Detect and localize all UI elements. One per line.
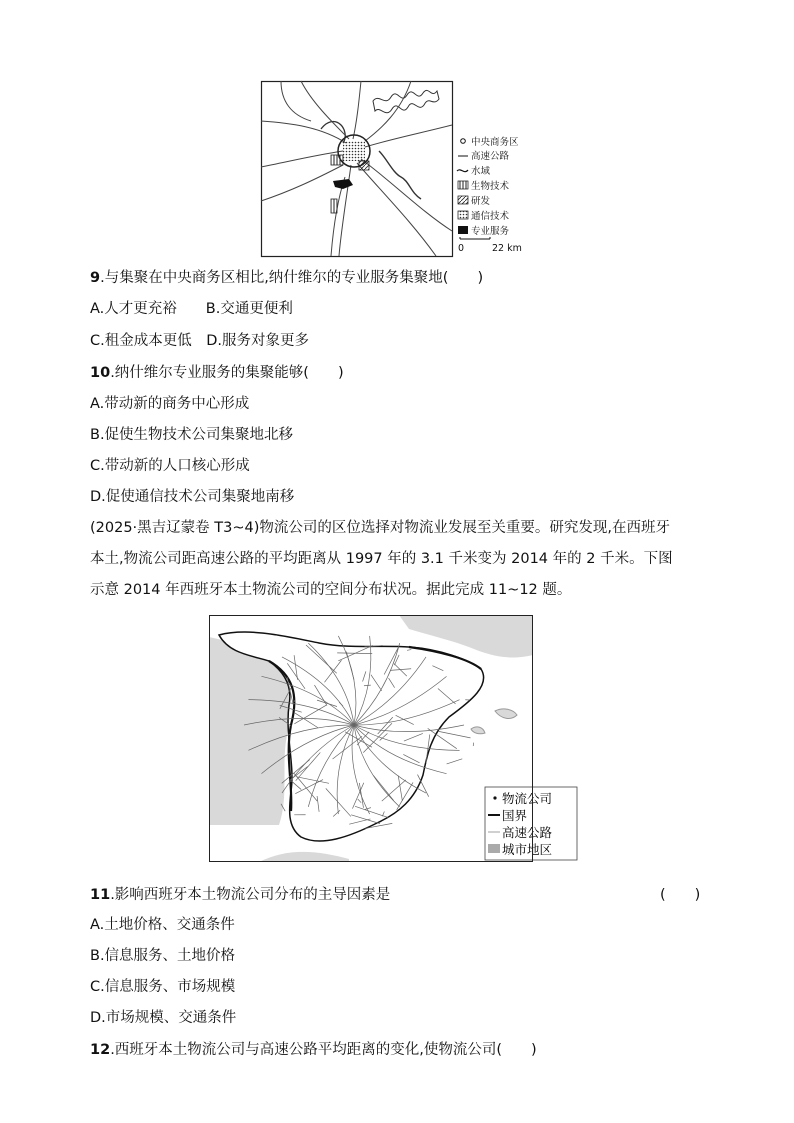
legend-label: 专业服务: [471, 226, 510, 237]
scale-end: 22 km: [492, 243, 522, 254]
legend-label: 高速公路: [471, 151, 510, 162]
q11-option-d: D.市场规模、交通条件: [90, 1010, 237, 1026]
legend-label: 物流公司: [502, 791, 553, 806]
question-text: .纳什维尔专业服务的集聚能够( ): [110, 365, 344, 381]
scale-start: 0: [458, 243, 465, 254]
question-11-stem: [90, 885, 704, 905]
question-number: 12: [90, 1042, 111, 1058]
legend-label: 国界: [502, 808, 528, 823]
question-number: 9: [90, 270, 101, 286]
intro-line-2: 本土,物流公司距高速公路的平均距离从 1997 年的 3.1 千米变为 2014 年的 2 千米。下图: [90, 551, 673, 567]
intro-line-3: 示意 2014 年西班牙本土物流公司的空间分布状况。据此完成 11~12 题。: [90, 582, 572, 598]
q10-option-a: A.带动新的商务中心形成: [90, 396, 250, 412]
question-text: .与集聚在中央商务区相比,纳什维尔的专业服务集聚地( ): [100, 270, 484, 286]
q10-option-b: B.促使生物技术公司集聚地北移: [90, 427, 294, 443]
question-number: 10: [90, 365, 111, 381]
question-10-stem: [90, 363, 344, 383]
nashville-map-figure: [261, 81, 531, 257]
q11-option-b: B.信息服务、土地价格: [90, 948, 236, 964]
q10-option-d: D.促使通信技术公司集聚地南移: [90, 489, 295, 505]
legend-label: 通信技术: [471, 211, 510, 222]
legend-label: 研发: [471, 196, 491, 207]
answer-paren: ( ): [660, 887, 701, 903]
question-9-stem: [90, 268, 483, 288]
spain-map: [209, 615, 553, 862]
question-number: 11: [90, 887, 111, 903]
legend-label: 高速公路: [502, 825, 553, 840]
intro-line-1: (2025·黑吉辽蒙卷 T3~4)物流公司的区位选择对物流业发展至关重要。研究发现,在西班牙: [90, 520, 670, 536]
q10-option-c: C.带动新的人口核心形成: [90, 458, 250, 474]
question-12-stem: [90, 1040, 537, 1060]
q11-option-a: A.土地价格、交通条件: [90, 917, 235, 933]
q9-options-cd: C.租金成本更低 D.服务对象更多: [90, 333, 310, 349]
spain-legend: [485, 787, 577, 860]
legend-label: 水域: [471, 166, 491, 177]
question-text: .影响西班牙本土物流公司分布的主导因素是: [110, 887, 391, 903]
legend-label: 城市地区: [502, 842, 553, 857]
legend-label: 中央商务区: [471, 137, 519, 148]
q9-options-ab: A.人才更充裕 B.交通更便利: [90, 301, 293, 317]
legend-label: 生物技术: [471, 181, 510, 192]
spain-logistics-map-figure: [209, 615, 553, 862]
q11-option-c: C.信息服务、市场规模: [90, 979, 236, 995]
question-text: .西班牙本土物流公司与高速公路平均距离的变化,使物流公司( ): [110, 1042, 537, 1058]
nashville-map: [261, 81, 531, 257]
